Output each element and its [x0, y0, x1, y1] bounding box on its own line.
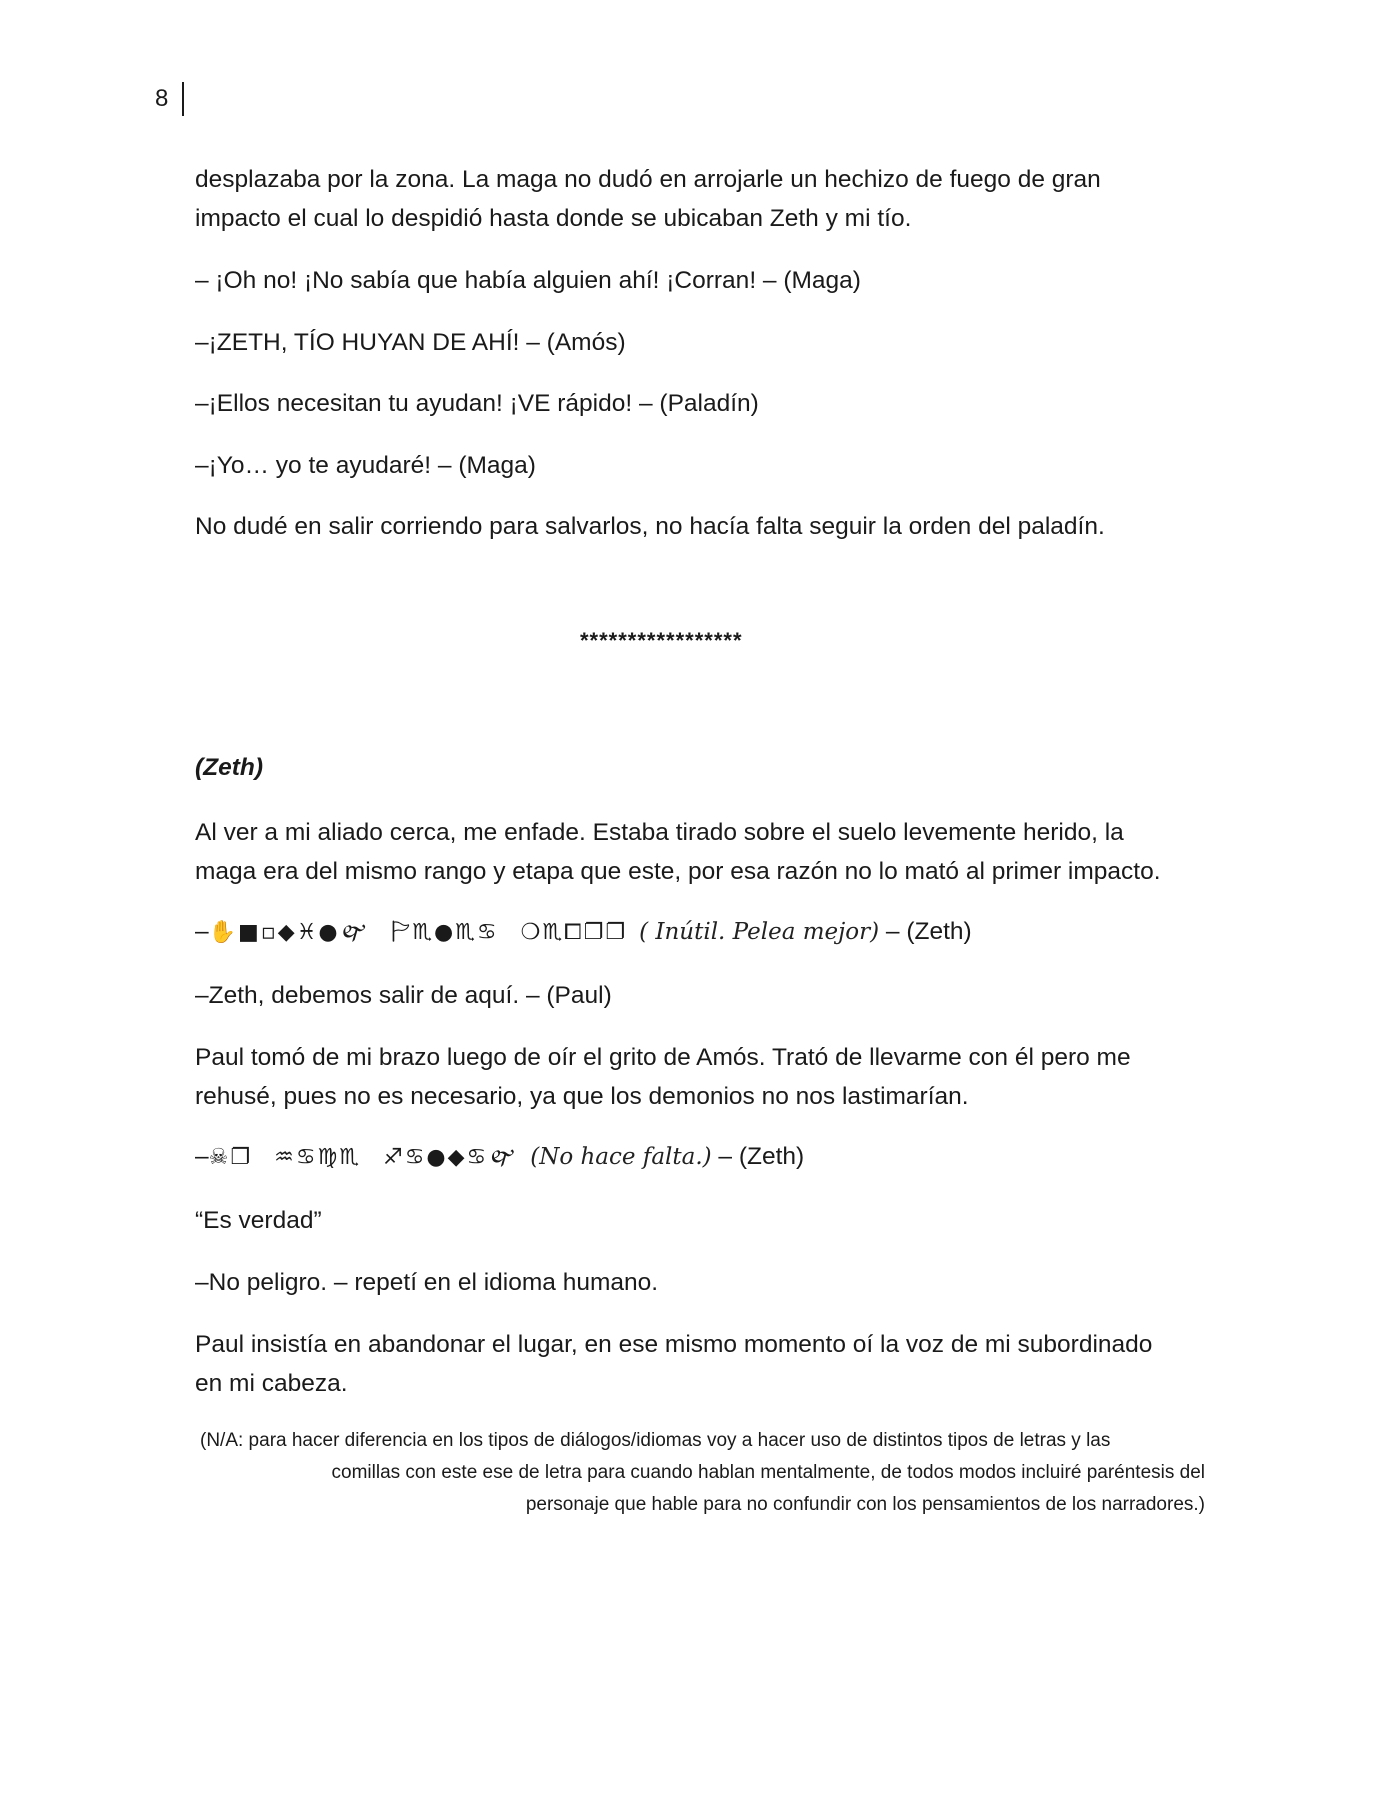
paragraph: No dudé en salir corriendo para salvarlos, no hacía falta seguir la orden del paladín.	[195, 513, 1105, 540]
paragraph-line: rehusé, pues no es necesario, ya que los demonios no nos lastimarían.	[195, 1083, 969, 1110]
dialogue-speaker: – (Zeth)	[879, 918, 972, 945]
dialogue-line: – ¡Oh no! ¡No sabía que había alguien ahí! ¡Corran! – (Maga)	[195, 267, 861, 294]
quoted-thought: “Es verdad”	[195, 1207, 322, 1234]
dialogue-line: –Zeth, debemos salir de aquí. – (Paul)	[195, 982, 612, 1009]
demon-glyph-word: ♒♋♍♏	[274, 1145, 361, 1170]
section-separator: *****************	[580, 628, 743, 653]
paragraph-line: Paul insistía en abandonar el lugar, en ese mismo momento oí la voz de mi subordinado	[195, 1331, 1153, 1358]
dialogue-line: –¡Yo… yo te ayudaré! – (Maga)	[195, 452, 536, 479]
dialogue-translation: (No hace falta.)	[530, 1144, 712, 1170]
paragraph-line: maga era del mismo rango y etapa que este, por esa razón no lo mató al primer impacto.	[195, 858, 1161, 885]
author-note-line: comillas con este ese de letra para cuando hablan mentalmente, de todos modos incluiré paréntesis del	[331, 1462, 1205, 1483]
paragraph-line: en mi cabeza.	[195, 1370, 348, 1397]
dialogue-line: –No peligro. – repetí en el idioma humano.	[195, 1269, 659, 1296]
dialogue-dash: –	[195, 1143, 209, 1170]
paragraph-line: impacto el cual lo despidió hasta donde se ubicaban Zeth y mi tío.	[195, 205, 912, 232]
section-heading: (Zeth)	[195, 754, 264, 781]
paragraph	[195, 160, 1210, 238]
author-note-line: (N/A: para hacer diferencia en los tipos de diálogos/idiomas voy a hacer uso de distintos tipos de letras y las	[200, 1430, 1111, 1451]
paragraph-line: desplazaba por la zona. La maga no dudó en arrojarle un hechizo de fuego de gran	[195, 166, 1101, 193]
dialogue-speaker: – (Zeth)	[711, 1143, 805, 1170]
dialogue-line-demon	[195, 1137, 1210, 1177]
dialogue-line: –¡ZETH, TÍO HUYAN DE AHÍ! – (Amós)	[195, 329, 626, 356]
dialogue-translation: ( Inútil. Pelea mejor)	[639, 919, 880, 945]
paragraph	[195, 813, 1210, 891]
page-number-rule	[182, 82, 184, 116]
paragraph	[195, 1038, 1210, 1116]
demon-glyph-word: 🏱♏●♏♋	[391, 920, 499, 945]
author-note-line: personaje que hable para no confundir con los pensamientos de los narradores.)	[525, 1494, 1205, 1515]
paragraph	[195, 1325, 1210, 1403]
paragraph-line: Paul tomó de mi brazo luego de oír el grito de Amós. Trató de llevarme con él pero me	[195, 1044, 1131, 1071]
dialogue-dash: –	[195, 918, 209, 945]
dialogue-line-demon	[195, 912, 1210, 952]
dialogue-line: –¡Ellos necesitan tu ayudan! ¡VE rápido! – (Paladín)	[195, 390, 759, 417]
demon-glyph-word: ♐♋●◆♋🙰	[382, 1145, 519, 1170]
author-note	[200, 1425, 1205, 1521]
demon-glyph-word: ☠❐	[208, 1145, 253, 1170]
demon-glyph-word: ✋■▫◆♓●🙰	[208, 920, 370, 945]
page-number: 8	[155, 85, 169, 112]
paragraph-line: Al ver a mi aliado cerca, me enfade. Estaba tirado sobre el suelo levemente herido, la	[195, 819, 1124, 846]
demon-glyph-word: ❍♏⧠❐❐	[520, 920, 628, 945]
